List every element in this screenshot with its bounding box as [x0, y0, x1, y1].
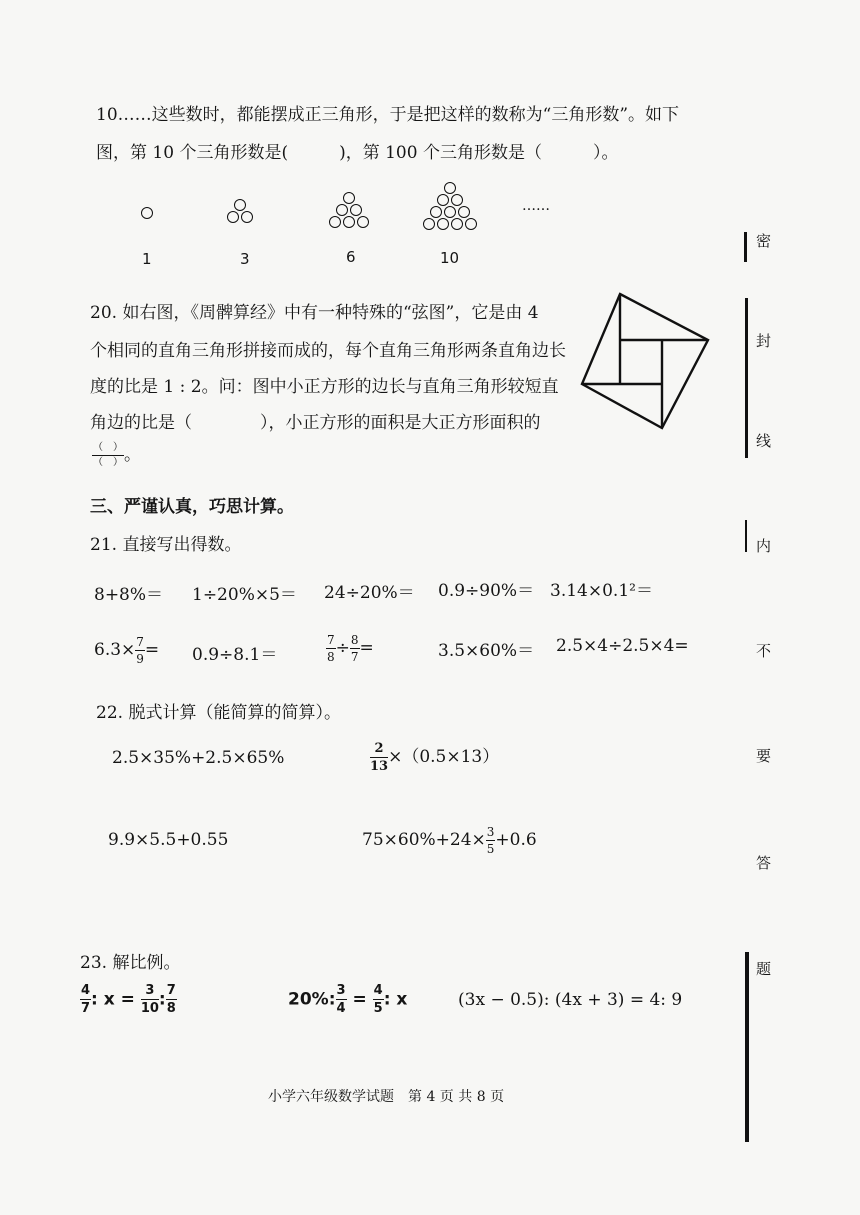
- q23-proportion2: 20%: $\frac{3}{4}$ = $\frac{4}{5}$ : x: [288, 983, 408, 1016]
- dot-figure-10: [422, 182, 478, 230]
- q21-r2-a: 6.3× $\frac{7}{9}$ =: [94, 635, 160, 666]
- binding-line-4: [745, 952, 749, 1142]
- dot-figure-1: [140, 207, 154, 219]
- dot-figure-3: [226, 199, 254, 223]
- q22-expr1: 2.5×35%+2.5×65%: [112, 748, 285, 768]
- side-char-6: 要: [756, 747, 772, 765]
- q21-r1-b: 1÷20%×5＝: [192, 585, 297, 605]
- q20-line2: 个相同的直角三角形拼接而成的，每个直角三角形两条直角边长: [90, 341, 566, 361]
- q23-proportion3: (3x − 0.5): (4x + 3) = 4: 9: [458, 990, 683, 1010]
- q23-proportion1: $\frac{4}{7}$ : x = $\frac{3}{10}$ : $\frac{7}{8}$: [81, 983, 176, 1016]
- dot-label-3: 3: [240, 250, 250, 268]
- dots-ellipsis: ……: [522, 198, 550, 214]
- q20-end: 。: [124, 445, 141, 465]
- q21-r2-b: 0.9÷8.1＝: [192, 645, 278, 665]
- q21-r2-c: $\frac{7}{8}$ ÷ $\frac{8}{7}$ =: [327, 633, 374, 664]
- q21-r1-d: 0.9÷90%＝: [438, 581, 535, 601]
- binding-line-3: [745, 520, 747, 552]
- side-char-5: 不: [756, 642, 772, 660]
- frac-denominator: （ ）: [93, 457, 123, 468]
- side-char-4: 内: [756, 537, 772, 555]
- q22-expr4: 75×60%+24× $\frac{3}{5}$ +0.6: [362, 825, 537, 856]
- dot-figure-6: [328, 192, 370, 228]
- q20-line1: 20. 如右图，《周髀算经》中有一种特殊的“弦图”，它是由 4: [90, 303, 539, 323]
- side-char-1: 密: [756, 232, 772, 250]
- dot-label-1: 1: [142, 250, 152, 268]
- dot-label-6: 6: [346, 248, 356, 266]
- q20-line4: 角边的比是（ ），小正方形的面积是大正方形面积的: [90, 413, 541, 433]
- q20-line3: 度的比是 1 : 2。问：图中小正方形的边长与直角三角形较短直: [90, 377, 559, 397]
- page-footer: 小学六年级数学试题 第 4 页 共 8 页: [268, 1089, 505, 1105]
- side-char-2: 封: [756, 332, 772, 350]
- q22-expr2: $\frac{2}{13}$ ×（0.5×13）: [370, 741, 500, 774]
- q20-answer-fraction: [92, 440, 141, 468]
- q21-r1-e: 3.14×0.1²＝: [550, 581, 653, 601]
- q21-r2-d: 3.5×60%＝: [438, 641, 535, 661]
- q22-title: 22. 脱式计算（能简算的简算）。: [96, 703, 341, 723]
- binding-line-2: [745, 298, 748, 458]
- q23-title: 23. 解比例。: [80, 953, 181, 973]
- q22-expr3: 9.9×5.5+0.55: [108, 830, 229, 850]
- side-char-7: 答: [756, 854, 772, 872]
- dot-label-10: 10: [440, 249, 460, 267]
- section3-heading: 三、严谨认真，巧思计算。: [90, 497, 294, 517]
- q21-r2-e: 2.5×4÷2.5×4=: [556, 636, 689, 656]
- q19-line2: 图，第 10 个三角形数是( )，第 100 个三角形数是（ ）。: [96, 143, 619, 163]
- q21-r1-c: 24÷20%＝: [324, 583, 415, 603]
- frac-numerator: （ ）: [92, 443, 124, 456]
- side-char-3: 线: [756, 432, 772, 450]
- q19-line1: 10……这些数时，都能摆成正三角形，于是把这样的数称为“三角形数”。如下: [96, 105, 680, 125]
- q21-r1-a: 8+8%＝: [94, 585, 164, 605]
- chord-diagram: [578, 290, 714, 432]
- q21-title: 21. 直接写出得数。: [90, 535, 242, 555]
- side-char-8: 题: [756, 960, 772, 978]
- binding-line-1: [744, 232, 747, 262]
